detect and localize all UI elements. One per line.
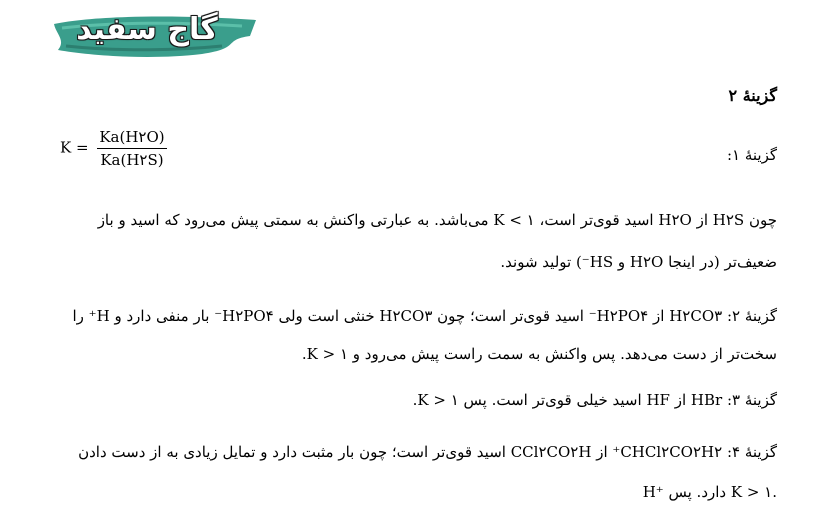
brand-logo (52, 10, 258, 60)
paragraph-2-line-1: گزینهٔ ۲: H۲CO۳ از H۲PO۴⁻ اسید قوی‌تر است؛ چون H۲CO۳ خنثی است ولی H۲PO۴⁻ بار منفی دارد و H⁺ را (72, 307, 777, 325)
formula-fraction (97, 128, 166, 169)
paragraph-2-line-2: سخت‌تر از دست می‌دهد. پس واکنش به سمت راست پیش می‌رود و K > ۱. (301, 345, 777, 363)
formula-numerator: Ka(H۲O) (97, 128, 166, 149)
paragraph-4-line-1: گزینهٔ ۴: CHCl۲CO۲H۲⁺ از CCl۲CO۲H اسید قوی‌تر است؛ چون بار مثبت دارد و تمایل زیادی به از دست دادن (78, 443, 777, 461)
paragraph-1-line-2: ضعیف‌تر (در اینجا H۲O و HS⁻) تولید شوند. (500, 253, 777, 271)
paragraph-3-line-1: گزینهٔ ۳: HBr از HF اسید خیلی قوی‌تر است. پس K > ۱. (412, 391, 777, 409)
formula-lhs: K = (60, 138, 89, 157)
option1-label: گزینهٔ ۱: (726, 146, 777, 164)
paragraph-1-line-1: چون H۲S از H۲O اسید قوی‌تر است، K < ۱ می‌باشد. به عبارتی واکنش به سمتی پیش می‌رود که اسید و باز (97, 211, 777, 229)
paragraph-4-line-2: H⁺ دارد. پس K > ۱. (642, 483, 777, 501)
equilibrium-formula (60, 128, 167, 169)
formula-denominator: Ka(H۲S) (100, 151, 164, 169)
answer-heading: گزینهٔ ۲ (728, 86, 777, 105)
logo-text: گاج سفید (76, 12, 218, 47)
